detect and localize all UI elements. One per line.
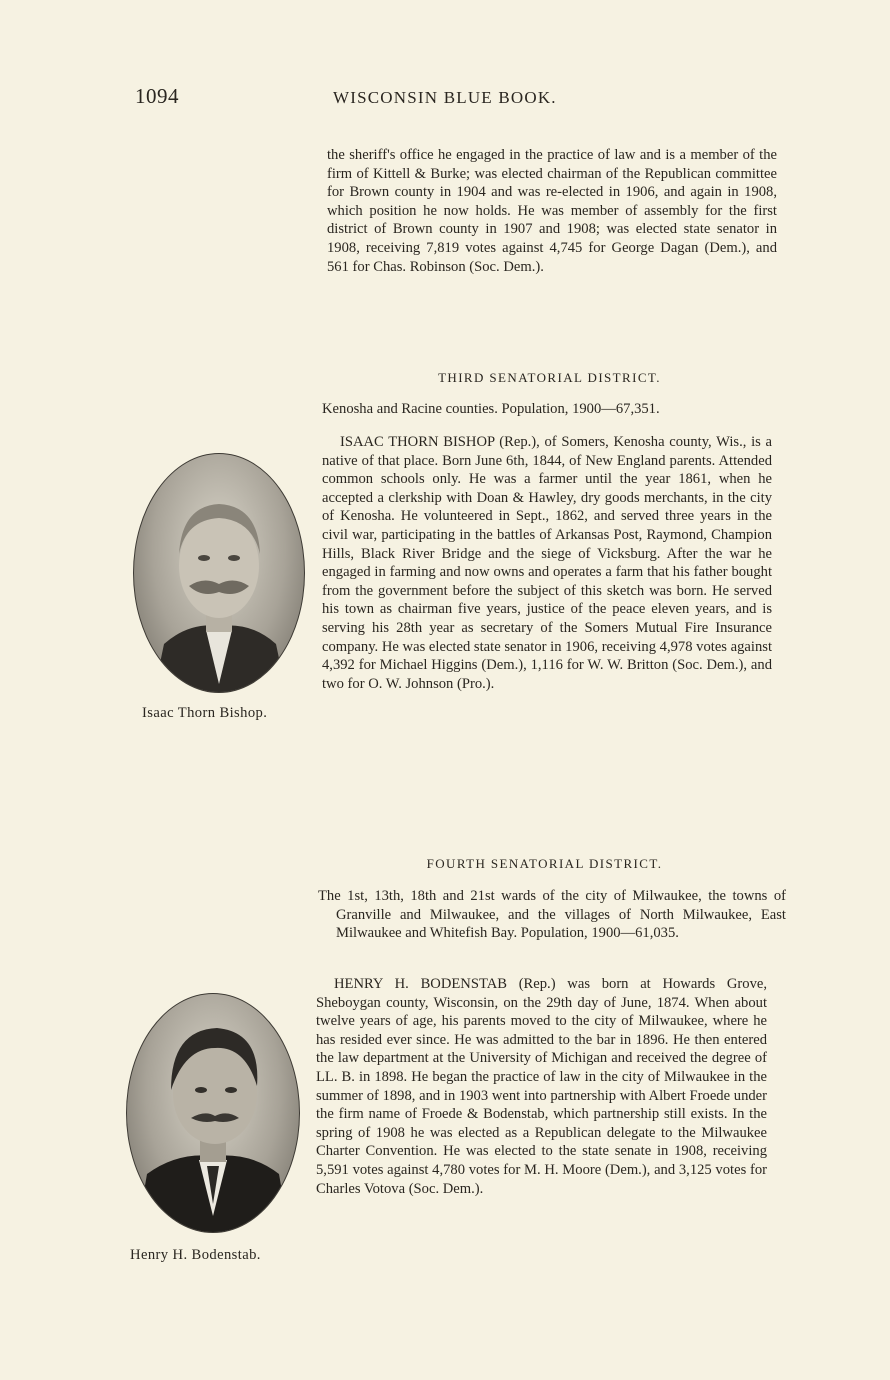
bodenstab-portrait <box>126 993 300 1233</box>
bishop-caption: Isaac Thorn Bishop. <box>142 705 268 721</box>
bishop-biography: ISAAC THORN BISHOP (Rep.), of Somers, Kenosha county, Wis., is a native of that place. Born June 6th, 1844, of New England parents. Attended common schools only. He was a farmer until the year 1861, when he accepted a clerkship with Doan & Hawley, dry goods merchants, in the city of Kenosha. He volunteered in Sept., 1862, and served three years in the civil war, participating in the battles of Arkansas Post, Raymond, Champion Hills, Black River Bridge and the siege of Vicksburg. After the war he engaged in farming and now owns and operates a farm that his father bought from the government before the subject of this sketch was born. He served his town as chairman five years, justice of the peace eleven years, and is serving his 28th year as secretary of the Somers Mutual Fire Insurance company. He was elected state senator in 1906, receiving 4,978 votes against 4,392 for Michael Higgins (Dem.), 1,116 for W. W. Britton (Soc. Dem.), and two for O. W. Johnson (Pro.). <box>322 434 772 692</box>
bodenstab-biography: HENRY H. BODENSTAB (Rep.) was born at Howards Grove, Sheboygan county, Wisconsin, on the 29th day of June, 1874. When about twelve years of age, his parents moved to the city of Milwaukee, where he has resided ever since. He was admitted to the bar in 1896. He then entered the law department at the University of Michigan and received the degree of LL. B. in 1898. He began the practice of law in the city of Milwaukee in the summer of 1898, and in 1903 went into partnership with Albert Froede under the firm name of Froede & Bodenstab, which partnership still exists. In the spring of 1908 he was elected as a Republican delegate to the Milwaukee Charter Convention. He was elected to the state senate in 1908, receiving 5,591 votes against 4,780 votes for M. H. Moore (Dem.), and 3,125 votes for Charles Votova (Soc. Dem.). <box>316 976 767 1197</box>
running-title: WISCONSIN BLUE BOOK. <box>333 88 557 107</box>
third-district-counties: Kenosha and Racine counties. Population, 1900—67,351. <box>322 401 660 417</box>
page-number: 1094 <box>135 84 179 108</box>
bishop-portrait-image <box>134 454 304 692</box>
bodenstab-portrait-image <box>127 994 299 1232</box>
bishop-portrait <box>133 453 305 693</box>
fourth-district-heading: FOURTH SENATORIAL DISTRICT. <box>426 856 663 871</box>
third-district-heading: THIRD SENATORIAL DISTRICT. <box>438 370 661 385</box>
continuation-paragraph: the sheriff's office he engaged in the practice of law and is a member of the firm of Kittell & Burke; was elected chairman of the Republican committee for Brown county in 1904 and was re-elected in 1906, and again in 1908, which position he now holds. He was member of assembly for the first district of Brown county in 1907 and 1908; was elected state senator in 1908, receiving 7,819 votes against 4,745 for George Dagan (Dem.), and 561 for Chas. Robinson (Soc. Dem.). <box>327 147 777 275</box>
fourth-district-wards: The 1st, 13th, 18th and 21st wards of the city of Milwaukee, the towns of Granville and Milwaukee, and the villages of North Milwaukee, East Milwaukee and Whitefish Bay. Population, 1900—61,035. <box>318 888 786 942</box>
bodenstab-caption: Henry H. Bodenstab. <box>130 1247 261 1263</box>
